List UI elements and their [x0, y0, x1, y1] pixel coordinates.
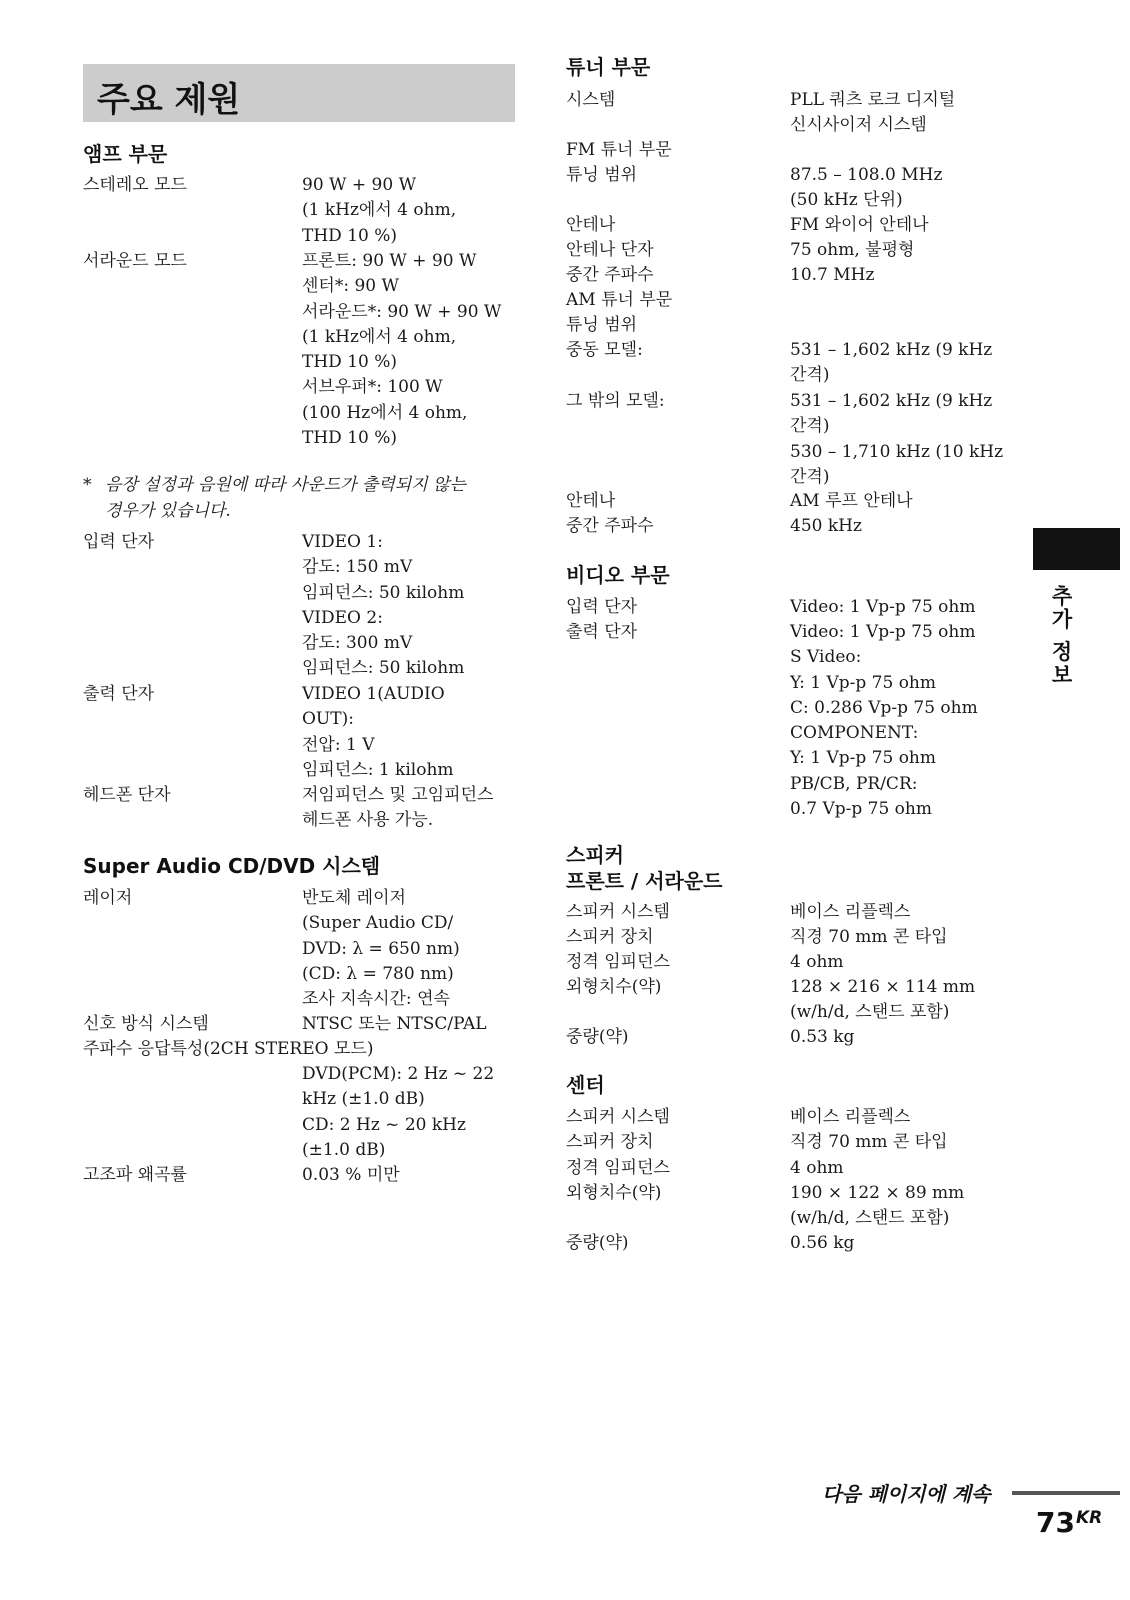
value-line: 531 – 1,602 kHz (9 kHz — [790, 391, 993, 411]
spec-label: 안테나 단자 — [566, 240, 654, 260]
spec-value — [302, 1163, 400, 1188]
value-line: COMPONENT: — [790, 723, 919, 744]
value-line: 감도: 300 mV — [302, 633, 413, 654]
sacd-heading: Super Audio CD/DVD 시스템 — [83, 854, 381, 878]
value-line: 531 – 1,602 kHz (9 kHz — [790, 340, 993, 360]
spec-value — [790, 620, 978, 822]
spec-value — [790, 489, 913, 514]
spec-value — [790, 514, 862, 539]
spec-value — [790, 1231, 854, 1256]
continue-note: 다음 페이지에 계속 — [822, 1482, 991, 1506]
value-line: 450 kHz — [790, 516, 862, 536]
spec-value — [790, 1105, 910, 1130]
value-line: VIDEO 1(AUDIO — [302, 684, 445, 704]
value-line: THD 10 %) — [302, 352, 398, 373]
page-number-value: 73 — [1036, 1506, 1075, 1539]
spec-label: 주파수 응답특성(2CH STEREO 모드) — [83, 1039, 374, 1059]
value-line: (Super Audio CD/ — [302, 913, 454, 934]
spec-label: 스테레오 모드 — [83, 175, 187, 195]
spec-label: 레이저 — [83, 888, 133, 908]
spec-label: 스피커 시스템 — [566, 1107, 670, 1127]
value-line: C: 0.286 Vp-p 75 ohm — [790, 697, 978, 718]
value-line: 조사 지속시간: 연속 — [302, 989, 450, 1010]
value-line: PB/CB, PR/CR: — [790, 773, 918, 794]
spec-label: 안테나 — [566, 491, 616, 511]
value-line: DVD(PCM): 2 Hz ~ 22 — [302, 1064, 495, 1084]
value-line: 저임피던스 및 고임피던스 — [302, 785, 494, 805]
value-line: 직경 70 mm 콘 타입 — [790, 1132, 948, 1152]
value-line: (1 kHz에서 4 ohm, — [302, 326, 457, 347]
center-heading: 센터 — [566, 1073, 605, 1097]
page-number-suffix: KR — [1075, 1508, 1103, 1528]
value-line: Y: 1 Vp-p 75 ohm — [790, 748, 937, 769]
amp-heading: 앰프 부문 — [83, 142, 168, 166]
spec-value — [790, 338, 992, 389]
speaker-subheading: 프론트 / 서라운드 — [566, 869, 723, 893]
value-line: 베이스 리플렉스 — [790, 902, 911, 922]
spec-value — [790, 1025, 854, 1050]
value-line: 190 × 122 × 89 mm — [790, 1183, 965, 1203]
value-line: 4 ohm — [790, 1158, 844, 1178]
side-tab-label: 추가 정보 — [1049, 585, 1073, 687]
spec-label: FM 튜너 부문 — [566, 140, 672, 160]
value-line: 임피던스: 50 kilohm — [302, 582, 465, 603]
spec-value — [302, 530, 464, 682]
value-line: 0.56 kg — [790, 1233, 855, 1253]
value-line: 서라운드*: 90 W + 90 W — [302, 301, 502, 322]
spec-label: 신호 방식 시스템 — [83, 1014, 209, 1034]
value-line: VIDEO 1: — [302, 532, 383, 552]
spec-label: 중동 모델: — [566, 340, 643, 360]
value-line: kHz (±1.0 dB) — [302, 1089, 425, 1110]
value-line: 75 ohm, 불평형 — [790, 240, 915, 260]
spec-value — [302, 783, 493, 834]
spec-label: 정격 임피던스 — [566, 952, 670, 972]
value-line: 반도체 레이저 — [302, 888, 406, 908]
spec-value — [302, 886, 460, 1012]
footnote-mark: * — [83, 475, 92, 495]
spec-label: 외형치수(약) — [566, 1183, 662, 1203]
spec-value — [302, 682, 454, 783]
value-line: 임피던스: 50 kilohm — [302, 658, 465, 679]
value-line: FM 와이어 안테나 — [790, 215, 929, 235]
value-line: (±1.0 dB) — [302, 1139, 386, 1160]
spec-label: 시스템 — [566, 90, 616, 110]
spec-value — [790, 595, 975, 620]
spec-value — [790, 1130, 948, 1155]
spec-label: 서라운드 모드 — [83, 251, 187, 271]
value-line: 0.7 Vp-p 75 ohm — [790, 799, 932, 820]
page-title: 주요 제원 — [97, 80, 241, 120]
value-line: 헤드폰 사용 가능. — [302, 810, 434, 831]
value-line: 프론트: 90 W + 90 W — [302, 251, 477, 271]
value-line: 10.7 MHz — [790, 265, 875, 285]
value-line: Y: 1 Vp-p 75 ohm — [790, 672, 937, 693]
value-line: VIDEO 2: — [302, 607, 383, 628]
spec-label: 중량(약) — [566, 1233, 629, 1253]
value-line: (1 kHz에서 4 ohm, — [302, 200, 457, 221]
video-heading: 비디오 부문 — [566, 563, 670, 587]
value-line: NTSC 또는 NTSC/PAL — [302, 1014, 487, 1034]
value-line: 전압: 1 V — [302, 734, 375, 755]
spec-label: 스피커 시스템 — [566, 902, 670, 922]
value-line: 530 – 1,710 kHz (10 kHz — [790, 441, 1004, 462]
speaker-heading: 스피커 — [566, 843, 624, 867]
value-line: 직경 70 mm 콘 타입 — [790, 927, 948, 947]
value-line: OUT): — [302, 709, 354, 730]
spec-value — [790, 900, 910, 925]
spec-label: 출력 단자 — [566, 622, 638, 642]
value-line: (w/h/d, 스탠드 포함) — [790, 1208, 950, 1229]
value-line: 0.03 % 미만 — [302, 1165, 400, 1185]
spec-label: 입력 단자 — [566, 597, 638, 617]
spec-value — [302, 1012, 487, 1037]
spec-value — [790, 925, 948, 950]
spec-value — [790, 975, 975, 1026]
spec-label: 중간 주파수 — [566, 516, 654, 536]
value-line: (w/h/d, 스탠드 포함) — [790, 1002, 950, 1023]
value-line: PLL 쿼츠 로크 디지털 — [790, 90, 956, 110]
value-line: Video: 1 Vp-p 75 ohm — [790, 597, 976, 617]
value-line: 4 ohm — [790, 952, 844, 972]
value-line: 서브우퍼*: 100 W — [302, 377, 443, 398]
spec-value — [302, 173, 456, 249]
side-tab-marker — [1033, 528, 1120, 570]
spec-label: 외형치수(약) — [566, 977, 662, 997]
value-line: 0.53 kg — [790, 1027, 855, 1047]
spec-label: 중량(약) — [566, 1027, 629, 1047]
value-line: 87.5 – 108.0 MHz — [790, 165, 943, 185]
spec-label: 튜닝 범위 — [566, 165, 638, 185]
value-line: (CD: λ = 780 nm) — [302, 963, 454, 984]
spec-value — [790, 88, 955, 139]
value-line: (100 Hz에서 4 ohm, — [302, 402, 468, 423]
value-line: 베이스 리플렉스 — [790, 1107, 911, 1127]
value-line: 신시사이저 시스템 — [790, 115, 927, 136]
footnote-text: 음장 설정과 음원에 따라 사운드가 출력되지 않는 — [105, 475, 466, 495]
value-line: Video: 1 Vp-p 75 ohm — [790, 622, 976, 642]
value-line: 간격) — [790, 365, 830, 386]
spec-label: 출력 단자 — [83, 684, 155, 704]
spec-value — [790, 389, 1003, 490]
footnote-text: 경우가 있습니다. — [105, 501, 231, 521]
value-line: THD 10 %) — [302, 428, 398, 449]
value-line: AM 루프 안테나 — [790, 491, 913, 511]
value-line: (50 kHz 단위) — [790, 190, 903, 211]
value-line: DVD: λ = 650 nm) — [302, 938, 460, 959]
spec-label: 그 밖의 모델: — [566, 391, 665, 411]
spec-value — [790, 950, 844, 975]
spec-value — [302, 249, 501, 451]
value-line: 간격) — [790, 466, 830, 487]
spec-value — [790, 238, 914, 263]
spec-value — [790, 163, 942, 214]
spec-label: AM 튜너 부문 — [566, 290, 673, 310]
spec-value — [302, 1062, 494, 1163]
spec-label: 입력 단자 — [83, 532, 155, 552]
spec-value — [790, 1156, 844, 1181]
spec-value — [790, 213, 929, 238]
spec-label: 튜닝 범위 — [566, 315, 638, 335]
value-line: 임피던스: 1 kilohm — [302, 759, 454, 780]
value-line: 감도: 150 mV — [302, 557, 413, 578]
title-box — [83, 64, 515, 122]
spec-label: 중간 주파수 — [566, 265, 654, 285]
value-line: 간격) — [790, 416, 830, 437]
continue-rule — [1012, 1491, 1120, 1495]
page-number — [1036, 1506, 1102, 1539]
spec-value — [790, 1181, 964, 1232]
value-line: 90 W + 90 W — [302, 175, 417, 195]
spec-label: 고조파 왜곡률 — [83, 1165, 187, 1185]
value-line: CD: 2 Hz ~ 20 kHz — [302, 1114, 466, 1135]
value-line: S Video: — [790, 647, 862, 668]
spec-label: 스피커 장치 — [566, 1132, 654, 1152]
spec-label: 스피커 장치 — [566, 927, 654, 947]
value-line: THD 10 %) — [302, 225, 398, 246]
value-line: 센터*: 90 W — [302, 276, 399, 297]
spec-value — [790, 263, 874, 288]
spec-label: 안테나 — [566, 215, 616, 235]
value-line: 128 × 216 × 114 mm — [790, 977, 976, 997]
spec-label: 헤드폰 단자 — [83, 785, 171, 805]
tuner-heading: 튜너 부문 — [566, 55, 651, 79]
spec-label: 정격 임피던스 — [566, 1158, 670, 1178]
